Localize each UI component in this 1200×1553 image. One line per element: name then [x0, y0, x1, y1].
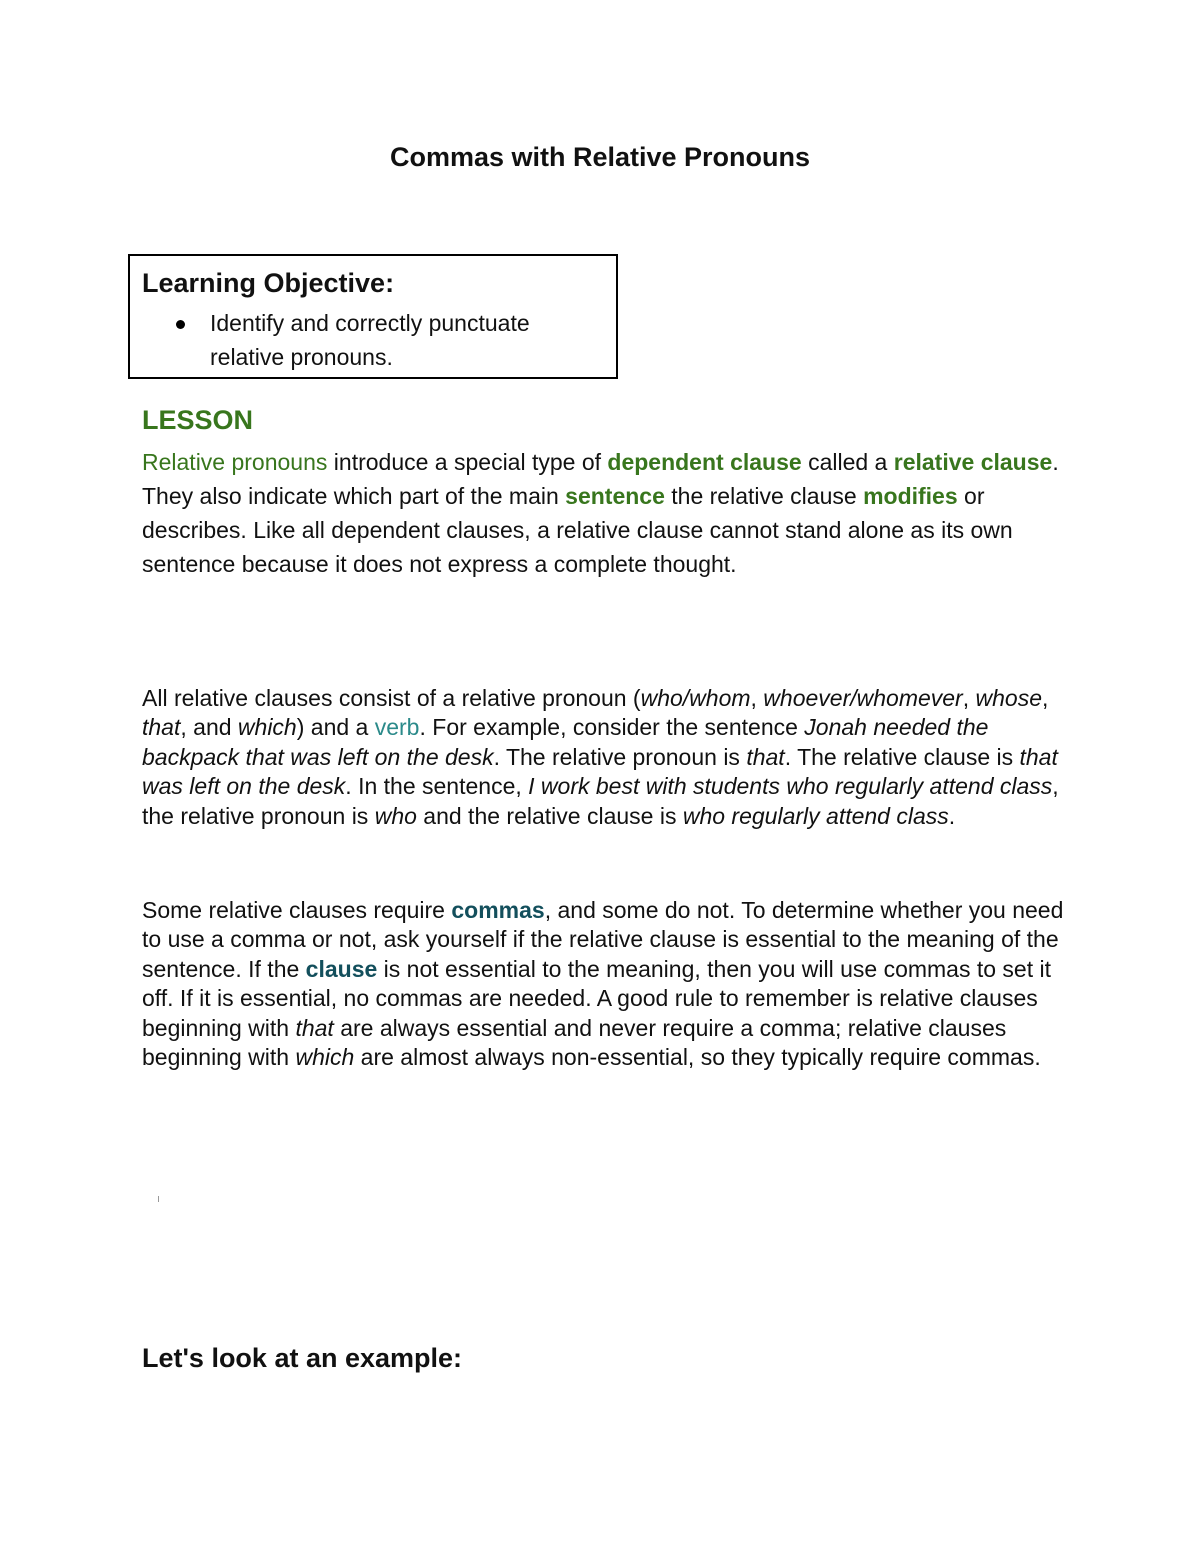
italic-term: that	[142, 714, 181, 741]
lesson-heading: LESSON	[142, 405, 254, 435]
text-span: All relative clauses consist of a relative pronoun (	[142, 685, 641, 711]
learning-objective-item	[210, 306, 600, 374]
text-span: and the relative clause is	[416, 802, 683, 829]
learning-objective-text: Identify and correctly punctuate relative pronouns.	[210, 310, 530, 370]
text-span: ,	[750, 685, 764, 711]
stray-mark	[158, 1196, 159, 1202]
text-span: are almost always non-essential, so they typically require commas.	[354, 1044, 1041, 1071]
link-relative-clause[interactable]: relative clause	[893, 449, 1053, 475]
text-span: Some relative clauses require	[142, 897, 452, 923]
italic-term: who/whom	[640, 685, 751, 711]
text-span: the relative clause	[664, 483, 864, 509]
text-span: .	[948, 802, 956, 829]
text-span: , and	[180, 714, 238, 741]
lesson-paragraph-1	[142, 445, 1072, 581]
text-span: . In the sentence,	[345, 773, 529, 800]
italic-term: that	[295, 1014, 334, 1041]
text-span: called a	[801, 449, 894, 475]
learning-objective-list	[210, 306, 600, 374]
text-span: is not essential to the meaning, then you will use commas to set it off. If it is essential, no commas are needed. A good rule to remember is relative clauses beginning with	[142, 955, 1052, 1041]
text-span: ,	[1041, 685, 1049, 711]
italic-term: which	[295, 1044, 355, 1071]
italic-term: that	[746, 743, 785, 770]
link-dependent-clause[interactable]: dependent clause	[607, 449, 802, 475]
text-span: . They also indicate which part of the main	[142, 449, 1059, 509]
lesson-paragraph-2	[142, 684, 1072, 831]
text-span: , and some do not. To determine whether you need to use a comma or not, ask yourself if the relative clause is essential to the meaning of the sentence. If the	[142, 897, 1064, 982]
learning-objective-box	[128, 254, 618, 379]
link-relative-pronouns[interactable]: Relative pronouns	[142, 449, 328, 475]
italic-term: who	[374, 802, 417, 829]
page-title: Commas with Relative Pronouns	[389, 142, 811, 172]
italic-example: Jonah needed the backpack that was left on the desk	[142, 714, 989, 770]
italic-example: that was left on the desk	[142, 743, 1058, 800]
text-span: introduce a special type of	[327, 449, 608, 475]
text-span: . The relative clause is	[784, 743, 1020, 770]
learning-objective-heading: Learning Objective:	[142, 268, 395, 298]
link-commas[interactable]: commas	[451, 897, 545, 923]
italic-example: who regularly attend class	[682, 802, 949, 829]
text-span: , the relative pronoun is	[142, 773, 1059, 829]
link-verb[interactable]: verb	[374, 714, 420, 741]
italic-term: whoever/whomever	[763, 685, 963, 711]
text-span: ) and a	[296, 714, 375, 741]
link-clause[interactable]: clause	[305, 955, 378, 982]
link-sentence[interactable]: sentence	[565, 483, 665, 509]
text-span: . For example, consider the sentence	[419, 714, 805, 741]
text-span: . The relative pronoun is	[493, 743, 747, 770]
text-span: are always essential and never require a comma; relative clauses beginning with	[142, 1014, 1007, 1071]
italic-example: I work best with students who regularly attend class	[528, 773, 1053, 800]
lesson-paragraph-3	[142, 896, 1072, 1072]
italic-term: which	[237, 714, 297, 741]
text-span: or describes. Like all dependent clauses, a relative clause cannot stand alone as its own sentence because it does not express a complete thought.	[142, 483, 1013, 577]
example-heading: Let's look at an example:	[142, 1343, 463, 1373]
italic-term: whose	[975, 685, 1042, 711]
link-modifies[interactable]: modifies	[863, 483, 958, 509]
text-span: ,	[962, 685, 976, 711]
bullet-icon	[176, 320, 185, 329]
